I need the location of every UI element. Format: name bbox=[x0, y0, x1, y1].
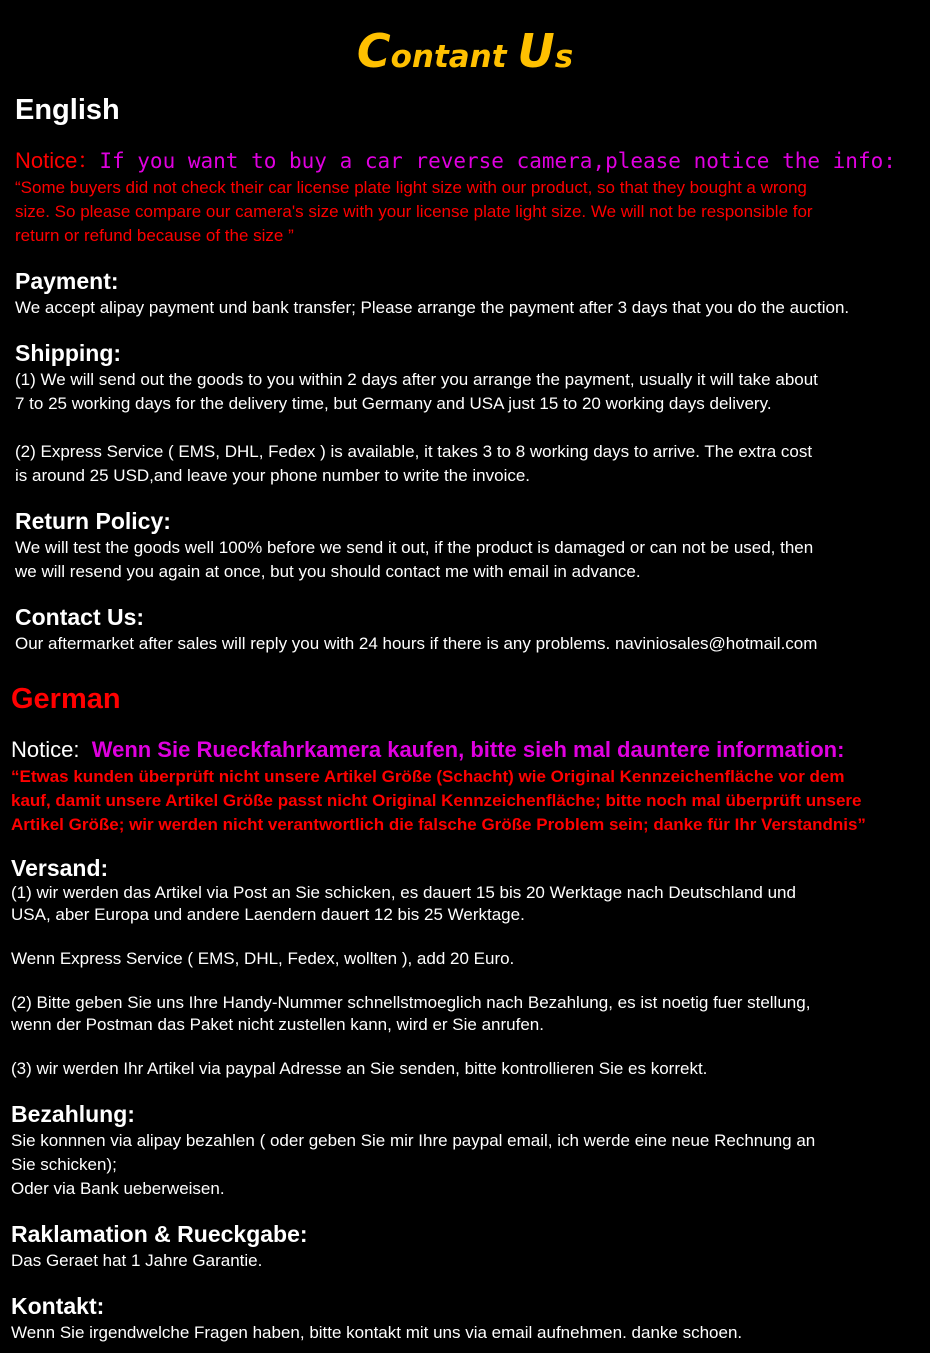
contact-text: Our aftermarket after sales will reply you with 24 hours if there is any problems. naviniosales@hotmail.com bbox=[15, 634, 818, 653]
title-initial-c: C bbox=[356, 24, 391, 78]
return-policy-text-1: We will test the goods well 100% before we send it out, if the product is damaged or can not be used, then bbox=[15, 538, 814, 557]
payment-text: We accept alipay payment und bank transfer; Please arrange the payment after 3 days that you do the auction. bbox=[15, 298, 850, 317]
english-notice-body-3: return or refund because of the size ” bbox=[15, 226, 294, 245]
title-initial-u: U bbox=[517, 24, 555, 78]
bezahlung-text-2: Sie schicken); bbox=[11, 1155, 117, 1174]
shipping-text-1a: (1) We will send out the goods to you within 2 days after you arrange the payment, usually it will take about bbox=[15, 370, 818, 389]
shipping-text-2b: is around 25 USD,and leave your phone number to write the invoice. bbox=[15, 466, 531, 485]
bezahlung-text-3: Oder via Bank ueberweisen. bbox=[11, 1179, 225, 1198]
contact-heading: Contact Us: bbox=[15, 604, 145, 630]
english-notice-label: Notice： bbox=[15, 148, 100, 173]
payment-heading: Payment: bbox=[15, 268, 119, 294]
german-notice-body-3: Artikel Größe; wir werden nicht verantwortlich die falsche Größe Problem sein; danke für Ihr Verstandnis” bbox=[11, 815, 866, 834]
german-heading: German bbox=[11, 683, 121, 715]
german-notice-body-2: kauf, damit unsere Artikel Größe passt nicht Original Kennzeichenfläche; bitte noch mal überprüft unsere bbox=[11, 791, 862, 810]
bezahlung-text-1: Sie konnnen via alipay bezahlen ( oder geben Sie mir Ihre paypal email, ich werde eine neue Rechnung an bbox=[11, 1131, 816, 1150]
english-heading: English bbox=[15, 94, 120, 126]
versand-text-2b: wenn der Postman das Paket nicht zustellen kann, wird er Sie anrufen. bbox=[11, 1015, 544, 1034]
english-notice-body-2: size. So please compare our camera's size with your license plate light size. We will not be responsible for bbox=[15, 202, 813, 221]
german-notice-line bbox=[11, 736, 844, 764]
page-title bbox=[0, 24, 930, 78]
versand-text-3: (3) wir werden Ihr Artikel via paypal Adresse an Sie senden, bitte kontrollieren Sie es korrekt. bbox=[11, 1059, 708, 1078]
return-policy-heading: Return Policy: bbox=[15, 508, 171, 534]
versand-text-2a: (2) Bitte geben Sie uns Ihre Handy-Nummer schnellstmoeglich nach Bezahlung, es ist noetig fuer stellung, bbox=[11, 993, 811, 1012]
shipping-text-1b: 7 to 25 working days for the delivery time, but Germany and USA just 15 to 20 working days delivery. bbox=[15, 394, 772, 413]
raklamation-heading: Raklamation & Rueckgabe: bbox=[11, 1221, 308, 1247]
english-notice-body-1: “Some buyers did not check their car license plate light size with our product, so that they bought a wrong bbox=[15, 178, 807, 197]
return-policy-text-2: we will resend you again at once, but you should contact me with email in advance. bbox=[15, 562, 641, 581]
german-notice-text: Wenn Sie Rueckfahrkamera kaufen, bitte sieh mal dauntere information: bbox=[91, 737, 845, 762]
kontakt-text: Wenn Sie irgendwelche Fragen haben, bitte kontakt mit uns via email aufnehmen. danke schoen. bbox=[11, 1323, 743, 1342]
versand-text-1a: (1) wir werden das Artikel via Post an Sie schicken, es dauert 15 bis 20 Werktage nach Deutschland und bbox=[11, 883, 796, 902]
versand-text-1b: USA, aber Europa und andere Laendern dauert 12 bis 25 Werktage. bbox=[11, 905, 525, 924]
german-notice-label: Notice: bbox=[11, 737, 80, 762]
title-rest-1: ontant bbox=[390, 39, 518, 75]
versand-heading: Versand: bbox=[11, 855, 109, 881]
kontakt-heading: Kontakt: bbox=[11, 1293, 105, 1319]
shipping-text-2a: (2) Express Service ( EMS, DHL, Fedex ) is available, it takes 3 to 8 working days to arrive. The extra cost bbox=[15, 442, 813, 461]
versand-express: Wenn Express Service ( EMS, DHL, Fedex, wollten ), add 20 Euro. bbox=[11, 949, 515, 968]
english-notice-line bbox=[15, 148, 896, 174]
english-notice-text: If you want to buy a car reverse camera,please notice the info: bbox=[99, 149, 896, 173]
raklamation-text: Das Geraet hat 1 Jahre Garantie. bbox=[11, 1251, 263, 1270]
bezahlung-heading: Bezahlung: bbox=[11, 1101, 135, 1127]
shipping-heading: Shipping: bbox=[15, 340, 122, 366]
german-notice-body-1: “Etwas kunden überprüft nicht unsere Artikel Größe (Schacht) wie Original Kennzeichenfläche vor dem bbox=[11, 767, 845, 786]
title-rest-2: s bbox=[554, 39, 574, 75]
